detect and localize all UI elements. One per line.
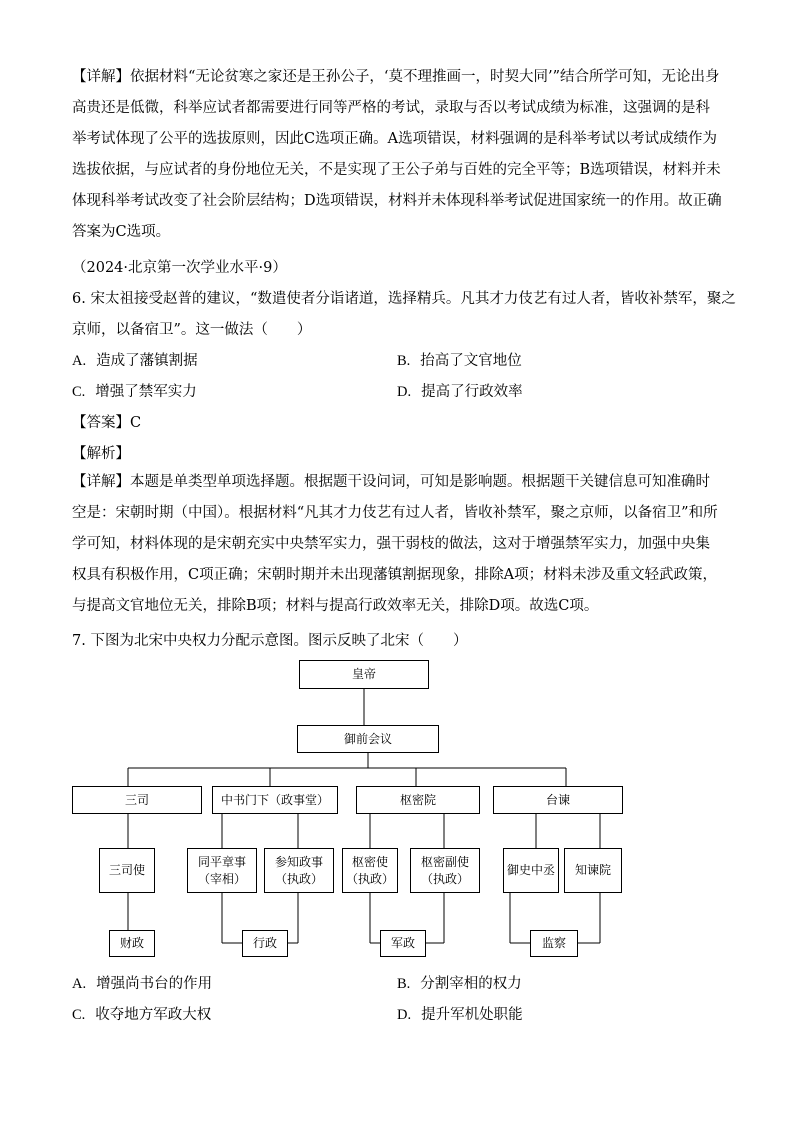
node-finance: 财政	[109, 930, 155, 957]
option-letter: B.	[397, 353, 411, 369]
q6-stem-line1: 6. 宋太祖接受赵普的建议，“数遣使者分诣诸道，选择精兵。凡其才力伎艺有过人者，皆收补禁军，聚之	[72, 291, 736, 307]
node-military: 军政	[380, 930, 426, 957]
q6-answer	[72, 411, 141, 432]
option-text: 提升军机处职能	[421, 1007, 523, 1023]
option-letter: D.	[397, 384, 412, 400]
node-yushi-zhongcheng: 御史中丞	[503, 848, 559, 893]
option-letter: A.	[72, 353, 87, 369]
q6-option-c[interactable]	[72, 380, 197, 401]
option-text: 抬高了文官地位	[420, 353, 522, 369]
option-text: 收夺地方军政大权	[95, 1007, 212, 1023]
option-letter: C.	[72, 384, 86, 400]
node-shumiyuan: 枢密院	[356, 786, 480, 814]
node-zhijianyuan: 知谏院	[564, 848, 622, 893]
q6-detail	[72, 467, 724, 622]
answer-tag: 【答案】	[72, 415, 130, 431]
q5-explanation-text: 依据材料“无论贫寒之家还是王孙公子，‘莫不理推画一，时契大同’”结合所学可知，无论出身高贵还是低微，科举应试者都需要进行同等严格的考试，录取与否以考试成绩为标准，这强调的是科举考试体现了公平的选拔原则，因此C选项正确。A选项错误，材料强调的是科举考试以考试成绩作为选拔依据，与应试者的身份地位无关，不是实现了王公子弟与百姓的完全平等；B选项错误，材料并未体现科举考试改变了社会阶层结构；D选项错误，材料并未体现科举考试促进国家统一的作用。故正确答案为C选项。	[72, 69, 722, 240]
q7-option-c[interactable]	[72, 1003, 211, 1024]
node-administration: 行政	[242, 930, 288, 957]
q5-explanation	[72, 62, 724, 248]
q6-detail-text: 本题是单类型单项选择题。根据题干设问词，可知是影响题。根据题干关键信息可知准确时空是：宋朝时期（中国）。根据材料“凡其才力伎艺有过人者，皆收补禁军，聚之京师，以备宿卫”和所学可知，材料体现的是宋朝充实中央禁军实力，强干弱枝的做法，这对于增强禁军实力，加强中央集权具有积极作用，C项正确；宋朝时期并未出现藩镇割据现象，排除A项；材料未涉及重文轻武政策，与提高文官地位无关，排除B项；材料与提高行政效率无关，排除D项。故选C项。	[72, 474, 718, 614]
option-text: 造成了藩镇割据	[96, 353, 198, 369]
q6-option-d[interactable]	[397, 380, 523, 401]
option-letter: A.	[72, 976, 87, 992]
option-text: 分割宰相的权力	[420, 976, 522, 992]
detail-tag: 【详解】	[72, 69, 130, 85]
node-shumishi: 枢密使 （执政）	[342, 848, 398, 893]
q7-option-b[interactable]	[397, 972, 522, 993]
option-letter: C.	[72, 1007, 86, 1023]
answer-value: C	[130, 415, 142, 431]
node-taijian: 台谏	[493, 786, 623, 814]
option-text: 提高了行政效率	[421, 384, 523, 400]
option-letter: B.	[397, 976, 411, 992]
node-emperor: 皇帝	[299, 660, 429, 689]
q6-option-a[interactable]	[72, 349, 198, 370]
node-sansishi: 三司使	[99, 848, 155, 893]
q7-option-d[interactable]	[397, 1003, 523, 1024]
node-canzhi-zhengshi: 参知政事 （执政）	[264, 848, 334, 893]
node-shumi-fushi: 枢密副使 （执政）	[410, 848, 480, 893]
q7-option-a[interactable]	[72, 972, 212, 993]
node-tongping-zhangshi: 同平章事 （宰相）	[187, 848, 257, 893]
node-zhongshu-menxia: 中书门下（政事堂）	[212, 786, 338, 814]
option-text: 增强尚书台的作用	[96, 976, 213, 992]
q6-option-b[interactable]	[397, 349, 522, 370]
node-imperial-council: 御前会议	[297, 725, 439, 753]
node-sansi: 三司	[72, 786, 202, 814]
q7-stem: 7. 下图为北宋中央权力分配示意图。图示反映了北宋（ ）	[72, 633, 468, 649]
option-text: 增强了禁军实力	[95, 384, 197, 400]
option-letter: D.	[397, 1007, 412, 1023]
detail-tag: 【详解】	[72, 474, 130, 490]
q6-stem-line2: 京师，以备宿卫”。这一做法（ ）	[72, 322, 312, 338]
q6-analysis-tag	[72, 442, 130, 463]
q6-source: （2024·北京第一次学业水平·9）	[72, 260, 287, 276]
node-supervision: 监察	[530, 930, 578, 957]
analysis-tag: 【解析】	[72, 446, 130, 462]
